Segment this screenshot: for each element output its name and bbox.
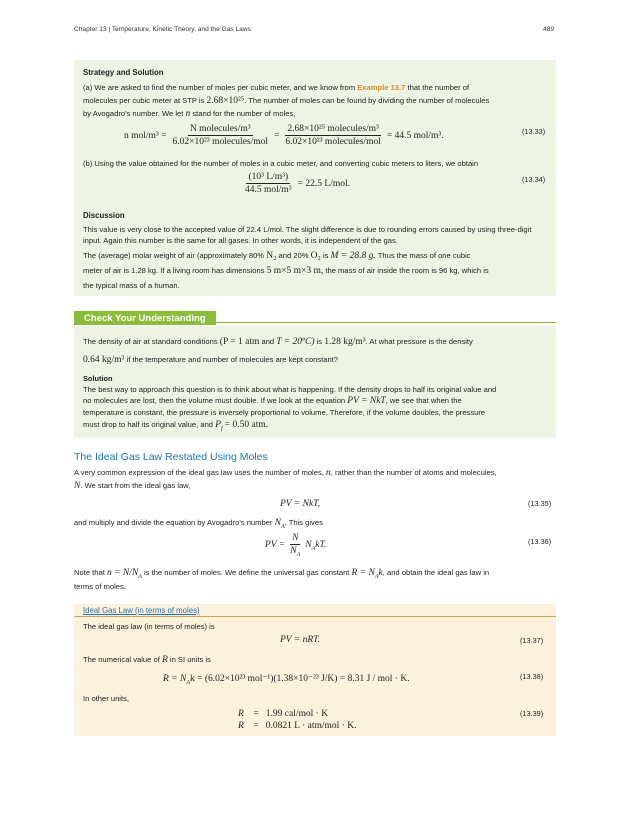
- box-rule: [74, 616, 556, 617]
- box-text-1: The ideal gas law (in terms of moles) is: [83, 622, 215, 631]
- strategy-para-b: (b) Using the value obtained for the number of moles in a cubic meter, and converting cubic meters to liters, we obtain: [83, 159, 479, 168]
- ideal-para-2: and multiply and divide the equation by Avogadro's number $N_A$. This gives: [74, 518, 323, 530]
- discussion-para-2b: meter of air is 1.28 kg. If a living room has dimensions 5 m×5 m×3 m, the mass of air inside the room is 96 kg, which is: [83, 266, 489, 276]
- section-title: The Ideal Gas Law Restated Using Moles: [74, 451, 268, 463]
- box-text-3: In other units,: [83, 694, 130, 703]
- cyu-question-2: 0.64 kg/m³ if the temperature and number of molecules are kept constant?: [83, 355, 338, 365]
- discussion-para-2c: the typical mass of a human.: [83, 281, 180, 290]
- discussion-para-2: The (average) molar weight of air (approximately 80% N₂ and 20% O₂ is M = 28.8 g. Thus the mass of one cubic: [83, 251, 471, 261]
- equation-13-33: n mol/m³ = $\frac{\text{N molecules/m³}}{\text{6.02×10²³ molecules/mol}}$ = $\frac{\text{2.68×10²⁵ molecules/m³}}{\text{6.02×10²³ molecules/mol}}$ = 44.5 mol/m³.: [124, 124, 444, 147]
- equation-number: (13.38): [520, 672, 544, 681]
- equation-number: (13.36): [528, 537, 552, 546]
- equation-number: (13.33): [522, 127, 546, 136]
- discussion-heading: Discussion: [83, 211, 125, 220]
- equation-number: (13.39): [520, 709, 544, 718]
- equation-number: (13.34): [522, 175, 546, 184]
- strategy-heading: Strategy and Solution: [83, 68, 164, 77]
- strategy-para-a2: molecules per cubic meter at STP is 2.68×10²⁵. The number of moles can be found by dividing the number of molecules: [83, 96, 490, 106]
- strategy-para-a3: by Avogadro's number. We let n stand for the number of moles,: [83, 109, 296, 119]
- example-link[interactable]: Example 13.7: [357, 83, 406, 92]
- ideal-para-1b: N. We start from the ideal gas law,: [74, 481, 191, 491]
- ideal-para-3: Note that $n = N/N_A$ is the number of moles. We define the universal gas constant $R = N_Ak$, and obtain the ideal gas law in: [74, 568, 490, 580]
- equation-13-34: $\frac{\text{(10³ L/m³)}}{\text{44.5 mol/m³}}$ = 22.5 L/mol.: [245, 172, 350, 195]
- discussion-para-1: This value is very close to the accepted value of 22.4 L/mol. The slight difference is due to rounding errors caused by using three-digit input. Again this number is the same for all gases. In other words, it is independent of the gas.: [83, 225, 532, 245]
- equation-number: (13.35): [528, 499, 552, 508]
- equation-13-37: PV = nRT.: [280, 635, 321, 645]
- cyu-tag: Check Your Understanding: [74, 311, 216, 325]
- equation-13-35: PV = NkT,: [280, 499, 321, 509]
- ideal-para-3b: terms of moles.: [74, 582, 126, 591]
- equation-13-36: PV = $\frac{N}{N_A}$ $N_AkT$.: [265, 533, 327, 558]
- equation-13-38: $R = N_Ak = (6.02\times 10^{23}$ mol⁻¹)(1.38×10⁻²³ J/K) = 8.31 J / mol · K.: [163, 674, 410, 686]
- cyu-solution-3: temperature is constant, the pressure is inversely proportional to volume. Therefore, if the volume doubles, the pressure: [83, 408, 486, 417]
- equation-13-39-line-1: R = 1.99 cal/mol · K: [238, 709, 329, 719]
- cyu-solution-heading: Solution: [83, 374, 113, 383]
- ideal-para-1: A very common expression of the ideal gas law uses the number of moles, n, rather than the number of atoms and molecules,: [74, 468, 497, 478]
- box-text-2: The numerical value of R in SI units is: [83, 655, 211, 665]
- cyu-question-1: The density of air at standard conditions (P = 1 atm and T = 20ºC) is 1.28 kg/m³. At what pressure is the density: [83, 337, 473, 347]
- strategy-para-a: (a) We are asked to find the number of moles per cubic meter, and we know from Example 13.7 that the number of: [83, 83, 470, 92]
- box-title: Ideal Gas Law (in terms of moles): [83, 606, 200, 615]
- equation-number: (13.37): [520, 636, 544, 645]
- equation-13-39-line-2: R = 0.0821 L · atm/mol · K.: [238, 721, 357, 731]
- page-number: 489: [543, 26, 555, 33]
- cyu-solution-1: The best way to approach this question is to think about what is happening. If the density drops to half its original value and: [83, 385, 497, 394]
- cyu-solution-2: no molecules are lost, then the volume must double. If we look at the equation PV = NkT, we see that when the: [83, 396, 462, 406]
- chapter-header: Chapter 13 | Temperature, Kinetic Theory, and the Gas Laws: [74, 26, 251, 33]
- cyu-solution-4: must drop to half its original value, and $P_f = 0.50$ atm.: [83, 420, 269, 432]
